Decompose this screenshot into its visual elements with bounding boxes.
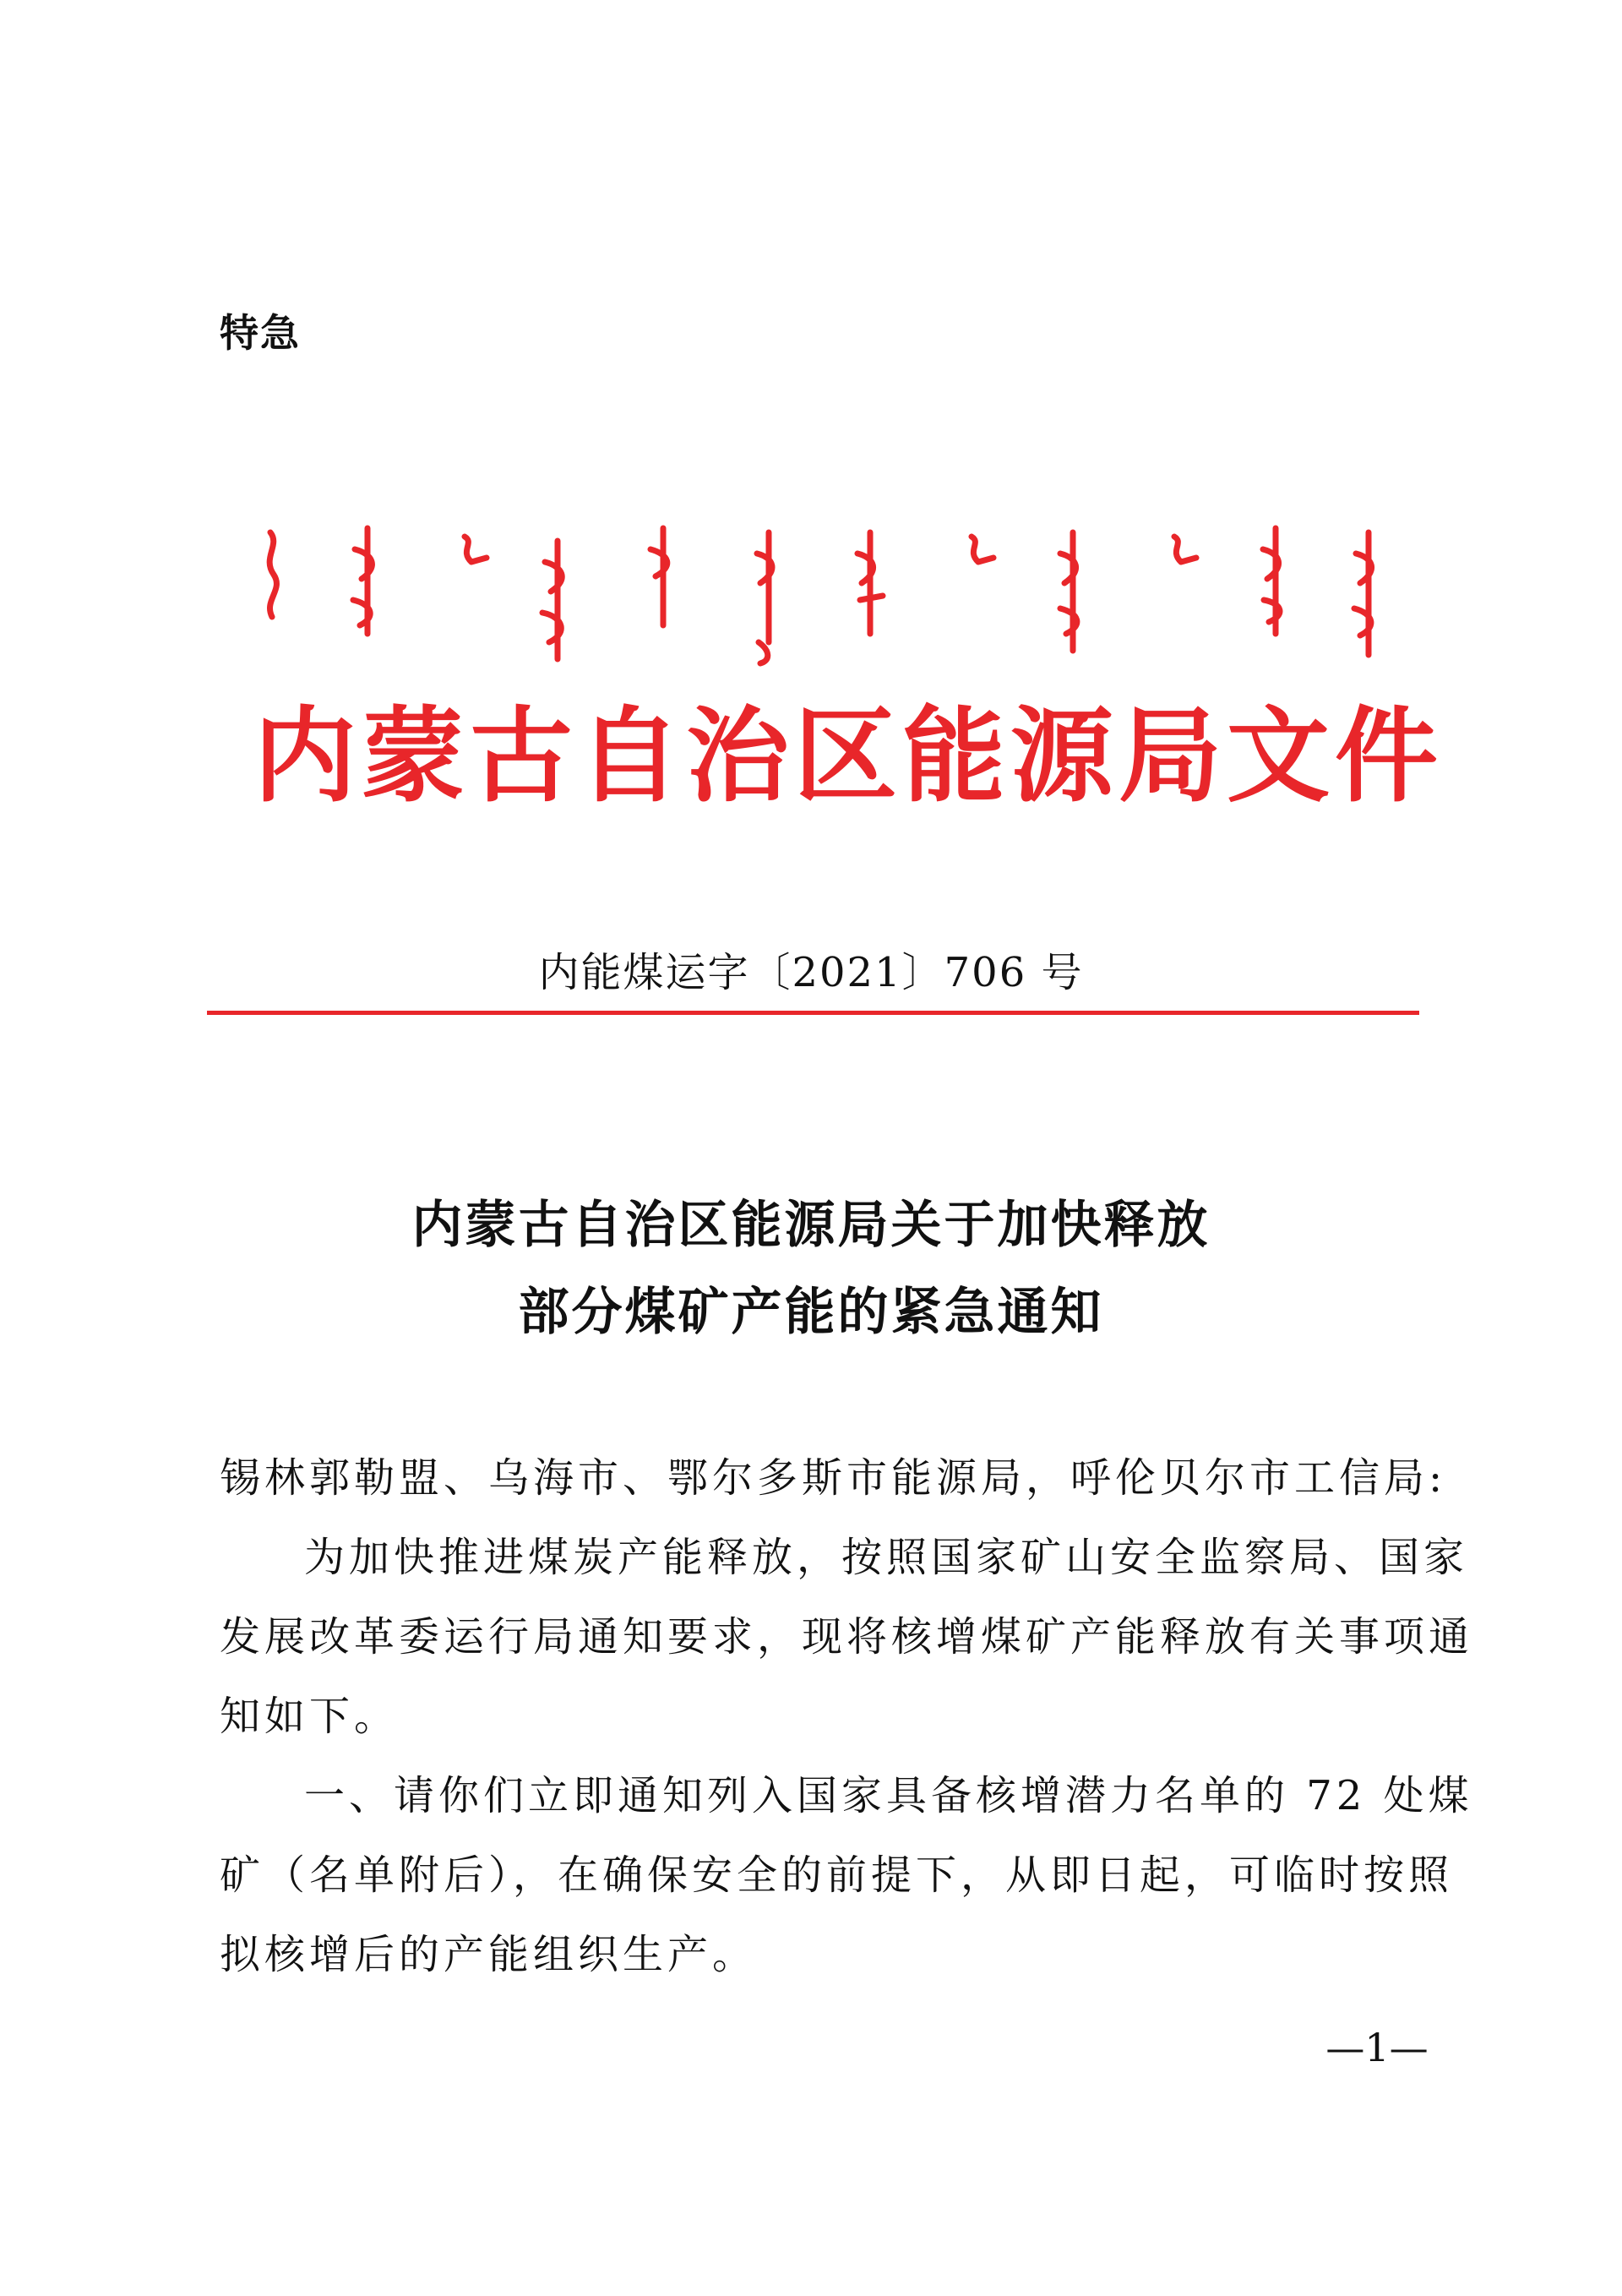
document-title-line-2: 部分煤矿产能的紧急通知 bbox=[518, 1283, 1104, 1342]
document-number: 内能煤运字〔2021〕706 号 bbox=[538, 949, 1084, 996]
mongol-word-5 bbox=[650, 528, 667, 625]
paragraph-2-line-2: 矿（名单附后），在确保安全的前提下，从即日起，可临时按照 bbox=[220, 1852, 1454, 1899]
mongol-word-9 bbox=[1060, 532, 1077, 651]
mongolian-script-graphic bbox=[253, 515, 1385, 668]
red-divider-line bbox=[207, 1011, 1419, 1015]
mongolian-script-text bbox=[253, 515, 254, 516]
paragraph-1-line-2: 发展改革委运行局通知要求，现将核增煤矿产能释放有关事项通 bbox=[220, 1613, 1474, 1661]
document-title-line-1: 内蒙古自治区能源局关于加快释放 bbox=[411, 1196, 1211, 1255]
paragraph-2-line-3: 拟核增后的产能组织生产。 bbox=[220, 1931, 758, 1978]
mongol-word-11 bbox=[1263, 528, 1280, 634]
addressee-line: 锡林郭勒盟、乌海市、鄂尔多斯市能源局，呼伦贝尔市工信局: bbox=[220, 1454, 1447, 1502]
mongol-word-1 bbox=[269, 532, 276, 617]
issuing-authority-title: 内蒙古自治区能源局文件 bbox=[253, 696, 1443, 816]
mongol-word-6 bbox=[757, 532, 772, 663]
mongol-word-7 bbox=[857, 532, 883, 634]
mongol-word-2 bbox=[353, 528, 372, 634]
mongol-word-4 bbox=[542, 541, 562, 659]
mongol-word-12 bbox=[1354, 532, 1372, 655]
page-number: —1— bbox=[1325, 2025, 1429, 2070]
mongol-word-10 bbox=[1174, 537, 1196, 562]
mongolian-script-header bbox=[253, 515, 1385, 668]
urgency-label: 特急 bbox=[220, 310, 301, 356]
paragraph-1-line-3: 知如下。 bbox=[220, 1693, 400, 1740]
paragraph-2-line-1: 一、请你们立即通知列入国家具备核增潜力名单的 72 处煤 bbox=[304, 1772, 1473, 1819]
mongol-word-8 bbox=[972, 537, 993, 562]
paragraph-1-line-1: 为加快推进煤炭产能释放，按照国家矿山安全监察局、国家 bbox=[304, 1534, 1469, 1581]
mongol-word-3 bbox=[465, 537, 487, 562]
